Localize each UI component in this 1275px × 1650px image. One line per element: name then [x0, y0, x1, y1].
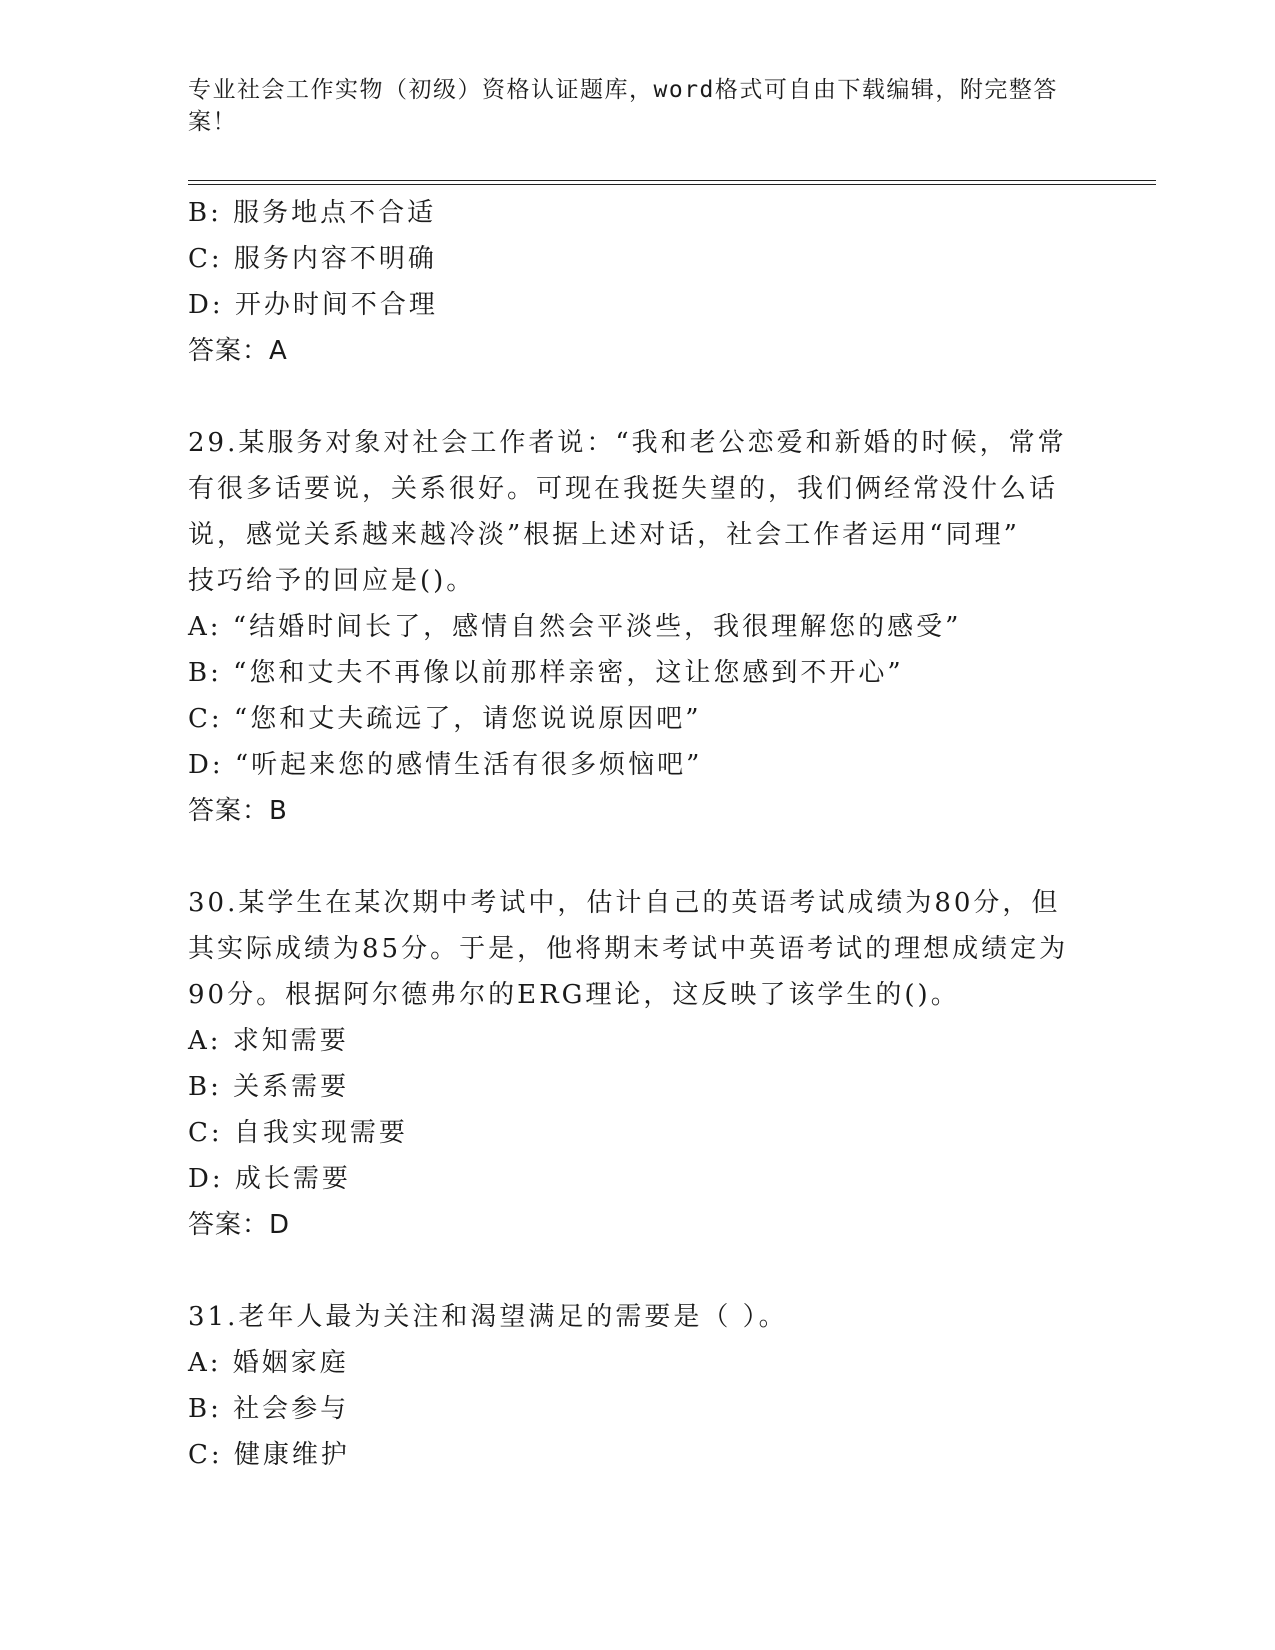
- answer: 答案：B: [188, 796, 288, 826]
- question-30: [188, 880, 1088, 1248]
- answer: 答案：D: [188, 1210, 291, 1240]
- question-stem-line: 30.某学生在某次期中考试中，估计自己的英语考试成绩为80分，但: [188, 888, 1061, 918]
- header-divider-bottom: [188, 184, 1156, 185]
- option-b: B: 服务地点不合适: [188, 198, 437, 228]
- question-stem-line: 31.老年人最为关注和渴望满足的需要是（ ）。: [188, 1302, 788, 1332]
- question-stem-line: 90分。根据阿尔德弗尔的ERG理论，这反映了该学生的()。: [188, 980, 960, 1010]
- option-d: D: 成长需要: [188, 1164, 351, 1194]
- option-b: B: 社会参与: [188, 1394, 350, 1424]
- spacer: [188, 1248, 1088, 1294]
- question-stem-line: 有很多话要说，关系很好。可现在我挺失望的，我们俩经常没什么话: [188, 474, 1059, 504]
- answer: 答案：A: [188, 336, 288, 366]
- question-31: [188, 1294, 1088, 1478]
- question-28: [188, 190, 1088, 374]
- option-b: B: “您和丈夫不再像以前那样亲密，这让您感到不开心”: [188, 658, 904, 688]
- option-a: A: “结婚时间长了，感情自然会平淡些，我很理解您的感受”: [188, 612, 962, 642]
- spacer: [188, 374, 1088, 420]
- header-line-1: 专业社会工作实物（初级）资格认证题库，word格式可自由下载编辑，附完整答: [188, 77, 1058, 103]
- option-b: B: 关系需要: [188, 1072, 350, 1102]
- option-d: D: 开办时间不合理: [188, 290, 438, 320]
- question-stem-line: 说，感觉关系越来越冷淡”根据上述对话，社会工作者运用“同理”: [188, 520, 1020, 550]
- option-c: C: 健康维护: [188, 1440, 350, 1470]
- question-29: [188, 420, 1088, 834]
- option-c: C: “您和丈夫疏远了，请您说说原因吧”: [188, 704, 702, 734]
- option-a: A: 婚姻家庭: [188, 1348, 349, 1378]
- document-header: [188, 74, 1068, 138]
- question-stem-line: 29.某服务对象对社会工作者说：“我和老公恋爱和新婚的时候，常常: [188, 428, 1067, 458]
- question-stem-line: 其实际成绩为85分。于是，他将期末考试中英语考试的理想成绩定为: [188, 934, 1069, 964]
- option-c: C: 服务内容不明确: [188, 244, 437, 274]
- option-a: A: 求知需要: [188, 1026, 349, 1056]
- option-c: C: 自我实现需要: [188, 1118, 408, 1148]
- header-line-2: 案！: [188, 109, 237, 135]
- header-divider-top: [188, 180, 1156, 181]
- option-d: D: “听起来您的感情生活有很多烦恼吧”: [188, 750, 703, 780]
- question-content: [188, 190, 1088, 1478]
- spacer: [188, 834, 1088, 880]
- question-stem-line: 技巧给予的回应是()。: [188, 566, 476, 596]
